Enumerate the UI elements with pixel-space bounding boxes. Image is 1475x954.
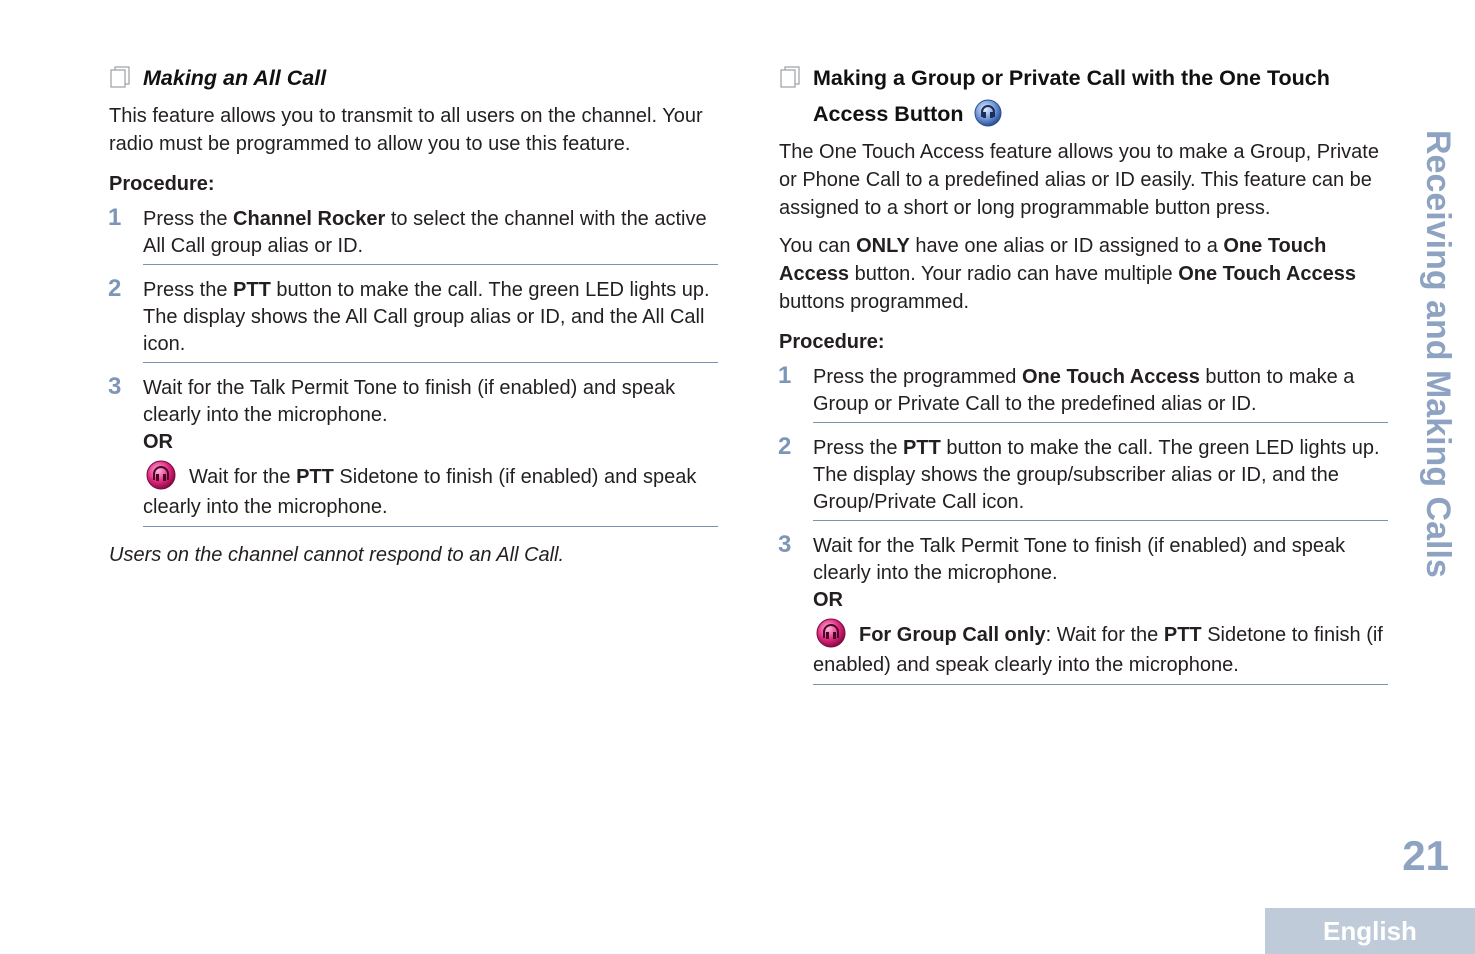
step-3 (108, 373, 718, 527)
note-text: Users on the channel cannot respond to an All Call. (109, 544, 565, 566)
step-1 (108, 204, 718, 265)
step-text (813, 435, 1388, 516)
step-bold-term: PTT (296, 466, 334, 488)
step-text-part: Press the (143, 208, 234, 230)
step-text (143, 375, 718, 522)
step-3 (778, 531, 1388, 685)
one-touch-access-button-icon (974, 99, 1002, 127)
procedure-steps (779, 364, 1388, 685)
page-number: 21 (1402, 832, 1449, 879)
section-heading-all-call (109, 60, 718, 96)
intro-paragraph: This feature allows you to transmit to all users on the channel. Your radio must be programmed to allow you to use this feature. (109, 105, 703, 155)
para-bold-term: One Touch Access (1178, 263, 1357, 285)
step-2 (778, 433, 1388, 521)
step-text-part: Wait for the Talk Permit Tone to finish (if enabled) and speak clearly into the microphone. (143, 377, 676, 426)
step-text-part: to select the channel with the active All Call group alias or ID. (143, 208, 707, 257)
intro-paragraph: The One Touch Access feature allows you to make a Group, Private or Phone Call to a predefined alias or ID easily. This feature can be assigned to a short or long programmable button press. (779, 141, 1379, 219)
step-text-part: Press the (813, 437, 904, 459)
step-text (143, 206, 718, 260)
or-label: OR (813, 589, 843, 611)
step-text-part: Wait for the (189, 466, 297, 488)
para-bold-term: ONLY (856, 235, 910, 257)
para-text-part: button. Your radio can have multiple (849, 263, 1179, 285)
step-number: 3 (778, 531, 792, 558)
step-text-part: button to make the call. The green LED lights up. The display shows the All Call group alias or ID, and the All Call icon. (143, 279, 710, 355)
ptt-sidetone-icon (813, 618, 849, 648)
step-text-part: Sidetone to finish (if enabled) and speak clearly into the microphone. (813, 624, 1383, 676)
or-label: OR (143, 431, 173, 453)
step-number: 1 (778, 362, 792, 389)
ptt-sidetone-icon (143, 460, 179, 490)
document-icon (779, 66, 801, 88)
step-text-part: button to make the call. The green LED lights up. The display shows the group/subscriber alias or ID, and the Group/Private Call icon. (813, 437, 1380, 513)
para-bold-term: One Touch Access (779, 235, 1327, 285)
procedure-label: Procedure: (109, 173, 215, 195)
heading-text (813, 60, 1388, 132)
step-text-part: Press the programmed (813, 366, 1022, 388)
step-number: 3 (108, 373, 122, 400)
right-column (779, 60, 1388, 685)
procedure-steps (109, 206, 718, 527)
step-2 (108, 275, 718, 363)
step-bold-term: For Group Call only (859, 624, 1046, 646)
step-bold-term: One Touch Access (1021, 366, 1200, 388)
step-text (813, 533, 1388, 680)
step-bold-term: PTT (1163, 624, 1202, 646)
step-1 (778, 362, 1388, 423)
alternative-instruction (143, 462, 718, 522)
step-text-part: Sidetone to finish (if enabled) and speak clearly into the microphone. (143, 466, 697, 518)
heading-text: Making an All Call (143, 66, 327, 90)
step-text-part: Press the (143, 279, 234, 301)
chapter-side-title: Receiving and Making Calls (1419, 130, 1457, 578)
para-text-part: have one alias or ID assigned to a (909, 235, 1224, 257)
para-text-part: buttons programmed. (779, 291, 970, 313)
step-text-part: button to make a Group or Private Call to the predefined alias or ID. (813, 366, 1355, 415)
document-icon (109, 66, 131, 88)
step-text (813, 364, 1388, 418)
heading-label: Making a Group or Private Call with the One Touch Access Button (813, 66, 1330, 126)
restriction-paragraph (779, 232, 1388, 316)
step-number: 2 (778, 433, 792, 460)
step-text-part: : Wait for the (1045, 624, 1164, 646)
section-heading-one-touch-access (779, 60, 1388, 132)
step-text (143, 277, 718, 358)
left-column (109, 60, 718, 569)
step-text-part: Wait for the Talk Permit Tone to finish (if enabled) and speak clearly into the microphone. (813, 535, 1346, 584)
procedure-label: Procedure: (779, 331, 885, 353)
alternative-instruction (813, 620, 1388, 680)
step-number: 1 (108, 204, 122, 231)
para-text-part: You can (779, 235, 857, 257)
step-bold-term: PTT (233, 279, 271, 301)
step-number: 2 (108, 275, 122, 302)
step-bold-term: PTT (903, 437, 941, 459)
step-bold-term: Channel Rocker (233, 208, 386, 230)
language-tab: English (1265, 908, 1475, 954)
